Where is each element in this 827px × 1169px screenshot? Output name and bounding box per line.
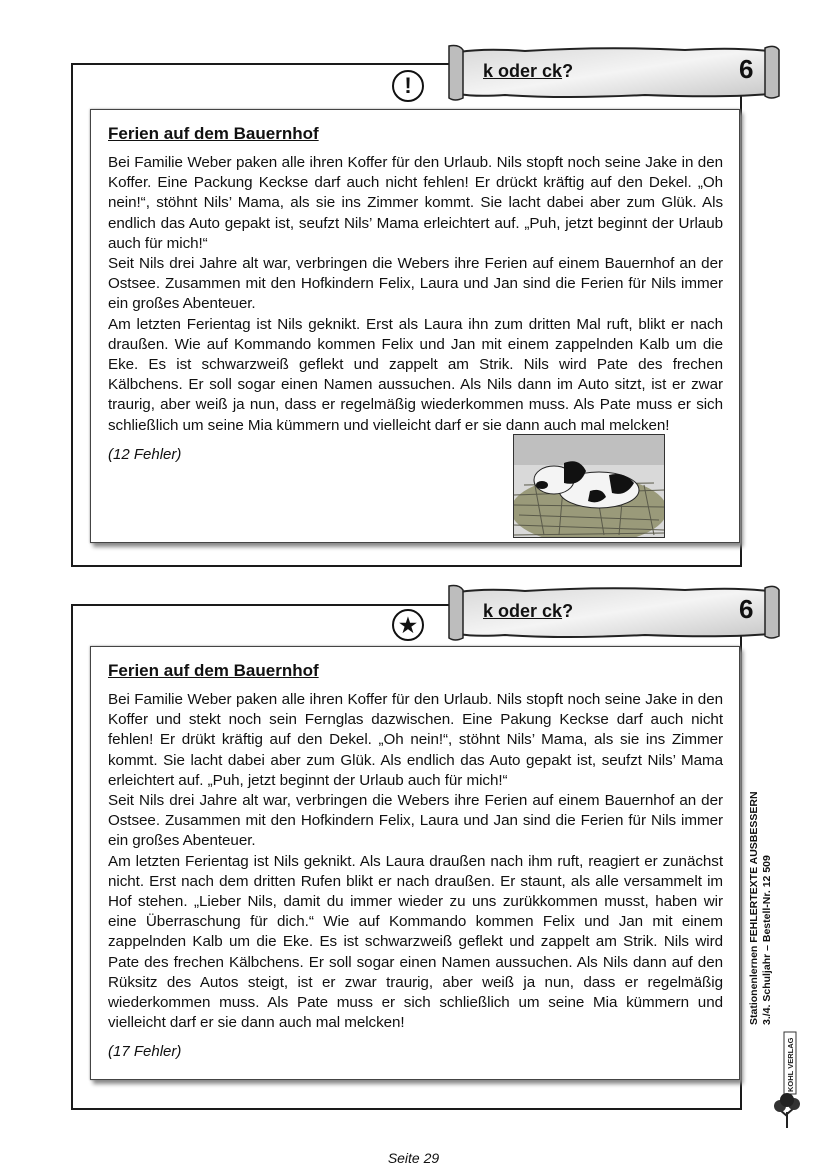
- paragraph: Seit Nils drei Jahre alt war, verbringen die Webers ihre Ferien auf einem Bauernhof an der Ostsee. Zusammen mit den Hofkindern Felix, Laura und Jan sind die Ferien für Nils immer ein großes Abenteuer.: [108, 792, 723, 850]
- paragraph: Am letzten Ferientag ist Nils geknikt. Als Laura draußen nach ihm ruft, reagiert er zunächst nicht. Erst nach dem dritten Rufen blikt er nach draußen. Er staunt, als alle versammelt im Hof stehen. „Lieber Nils, damit du immer wieder zu uns zurükkommen musst, haben wir eine Überraschung für dich.“ Wie auf Kommando kommen Felix und Jan mit einem zappelnden Kalb um die Eke. Es ist schwarzweiß geflekt und zappelt am Strik. Nils wird Pate des frechen Kälbchens. Er soll sogar einen Namen aussuchen. Als Nils dann auf den Rüksitz des Autos steigt, ist er zwar traurig, aber weiß ja nun, dass er regelmäßig wiederkommen muss. Als Pate muss er sich schließlich um seine Mia kümmern und vielleicht darf er sie dann auch mal melcken!: [108, 852, 723, 1032]
- exclamation-icon: !: [392, 70, 424, 102]
- page-number: Seite 29: [387, 1150, 440, 1166]
- card-body: [108, 153, 723, 436]
- card-title: Ferien auf dem Bauernhof: [108, 661, 319, 680]
- star-icon: ★: [392, 609, 424, 641]
- header-title: k oder ck?: [483, 61, 574, 81]
- card-body: [108, 690, 723, 1033]
- tree-logo-icon: [770, 1030, 804, 1128]
- paragraph: Bei Familie Weber paken alle ihren Koffer für den Urlaub. Nils stopft noch seine Jake in den Koffer und stekt noch sein Fernglas dazwischen. Eine Pakung Keckse darf auch nicht fehlen! Er drükt kräftig auf den Dekel. „Oh nein!“, stöhnt Nils’ Mama, als sie ins Zimmer kommt. Sie lacht dabei aber zum Glük. Als endlich das Auto gepakt ist, seufzt Nils’ Mama erleichtert auf. „Puh, jetzt beginnt der Urlaub auch für mich!“: [108, 691, 723, 789]
- header-banner-2: [445, 584, 780, 642]
- paragraph: Seit Nils drei Jahre alt war, verbringen die Webers ihre Ferien auf einem Bauernhof an der Ostsee. Zusammen mit den Hofkindern Felix, Laura und Jan sind die Ferien für Nils immer ein großes Abenteuer.: [108, 255, 723, 313]
- side-publication-info: [748, 791, 774, 1025]
- side-line-1: Stationenlernen FEHLERTEXTE AUSBESSERN: [748, 791, 760, 1025]
- header-number: 6: [739, 594, 754, 624]
- paragraph: Bei Familie Weber paken alle ihren Koffer für den Urlaub. Nils stopft noch seine Jake in den Koffer. Eine Packung Keckse darf auch nicht fehlen! Er drückt kräftig auf den Dekel. „Oh nein!“, stöhnt Nils’ Mama, als sie ins Zimmer kommt. Sie lacht dabei aber zum Glük. Als endlich das Auto gepakt ist, seufzt Nils’ Mama erleichtert auf. „Puh, jetzt beginnt der Urlaub auch für mich!“: [108, 154, 723, 252]
- side-line-2: 3./4. Schuljahr – Bestell-Nr. 12 509: [761, 855, 773, 1025]
- text-card-2: [90, 646, 740, 1080]
- header-number: 6: [739, 54, 754, 84]
- card-title: Ferien auf dem Bauernhof: [108, 124, 319, 143]
- paragraph: Am letzten Ferientag ist Nils geknikt. Erst als Laura ihn zum dritten Mal ruft, blikt er nach draußen. Wie auf Kommando kommen Felix und Jan mit einem zappelnden Kalb um die Eke. Es ist schwarzweiß geflekt und zappelt am Strik. Nils wird Pate des frechen Kälbchens. Er soll sogar einen Namen aussuchen. Als Nils dann im Auto sitzt, ist er zwar traurig, aber weiß ja nun, dass er regelmäßig wiederkommen muss. Als Pate muss er sich schließlich um seine Mia kümmern und vielleicht darf er sie dann auch mal melcken!: [108, 315, 723, 434]
- publisher-logo: [770, 1030, 804, 1128]
- svg-text:KOHL VERLAG: KOHL VERLAG: [786, 1037, 795, 1092]
- error-count: (17 Fehler): [108, 1043, 182, 1061]
- header-banner-1: [445, 44, 780, 102]
- error-count: (12 Fehler): [108, 445, 182, 463]
- header-title: k oder ck?: [483, 601, 574, 621]
- calf-photo: [513, 434, 665, 538]
